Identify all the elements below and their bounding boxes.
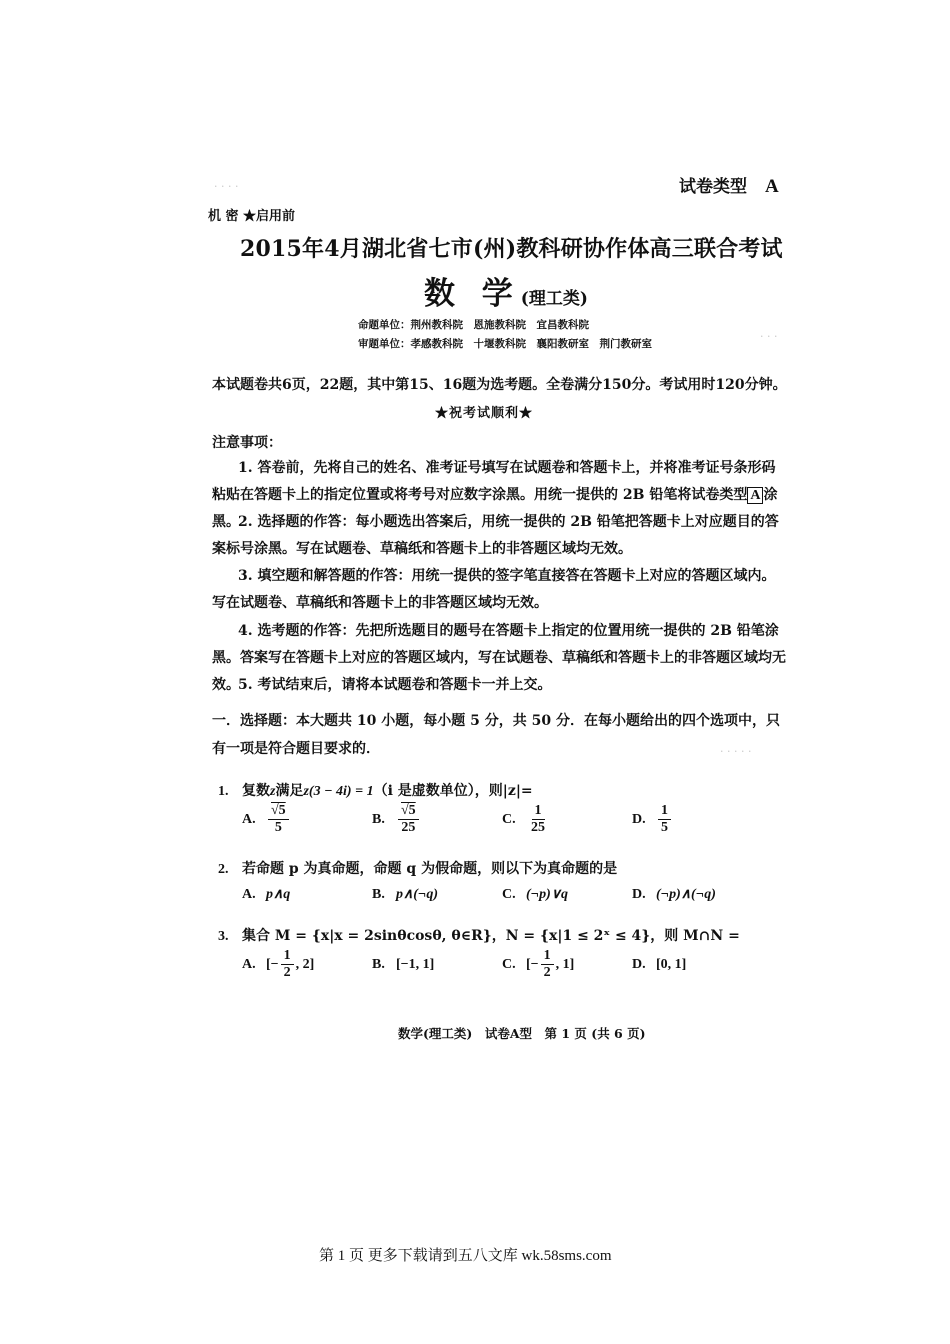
- option-pre: [−: [526, 956, 539, 972]
- fraction-numerator: 1: [658, 803, 671, 820]
- notice-item-3: [212, 563, 787, 617]
- option-label: A.: [242, 811, 256, 827]
- fraction-denominator: 25: [531, 820, 545, 835]
- question-2-options: [242, 886, 762, 903]
- good-luck-banner: ★祝考试顺利★: [435, 406, 534, 421]
- option-label: B.: [372, 956, 385, 972]
- confidential-mark: 机 密 ★启用前: [208, 209, 296, 224]
- paper-type-value: A: [765, 176, 779, 197]
- paper-type-box: A: [747, 487, 763, 504]
- option-c: [502, 803, 632, 836]
- question-1: [218, 780, 533, 800]
- option-a: [242, 948, 372, 981]
- option-post: , 2]: [295, 956, 315, 972]
- fraction-denominator: 25: [401, 820, 416, 835]
- notice-item-1-text: 1. 答卷前，先将自己的姓名、准考证号填写在试题卷和答题卡上，并将准考证号条形码粘贴在答题卡上的指定位置或将考号对应数字涂黑。用统一提供的 2B 铅笔将试卷类型: [212, 460, 776, 503]
- option-text: (¬p)∨q: [526, 887, 569, 902]
- question-3-number: 3.: [218, 929, 229, 944]
- option-post: , 1]: [555, 956, 575, 972]
- fraction-numerator: 1: [541, 948, 554, 965]
- fraction-numerator: √5: [398, 803, 419, 820]
- notice-item-2-text: 2. 选择题的作答：每小题选出答案后，用统一提供的 2B 铅笔把答题卡上对应题目的答案标号涂黑。写在试题卷、草稿纸和答题卡上的非答题区域均无效。: [212, 514, 779, 557]
- option-a: [242, 886, 372, 903]
- option-label: A.: [242, 886, 256, 902]
- option-d: [632, 803, 762, 836]
- option-b: [372, 886, 502, 903]
- question-1-number: 1.: [218, 784, 229, 799]
- fraction-numerator: √5: [268, 803, 289, 820]
- question-1-options: [242, 803, 762, 836]
- option-label: D.: [632, 811, 646, 827]
- option-d: [632, 957, 762, 973]
- option-c: [502, 886, 632, 903]
- fraction-denominator: 5: [274, 820, 282, 835]
- notice-heading: 注意事项：: [212, 435, 282, 451]
- question-1-mid: 满足: [275, 783, 304, 799]
- fraction-denominator: 2: [283, 965, 291, 980]
- question-2-text: 若命题 p 为真命题，命题 q 为假命题，则以下为真命题的是: [242, 861, 618, 877]
- notice-item-2: [212, 509, 787, 563]
- notice-item-5: [212, 672, 787, 699]
- exam-intro: 本试题卷共6页，22题，其中第15、16题为选考题。全卷满分150分。考试用时120分钟。: [212, 377, 787, 393]
- bleed-through-artifact: · · ·: [760, 330, 778, 343]
- question-3-options: [242, 948, 762, 981]
- option-label: D.: [632, 886, 646, 902]
- paper-type-label: 试卷类型: [679, 177, 747, 197]
- option-text: [0, 1]: [656, 956, 687, 972]
- question-1-expr: z(3 − 4i) = 1: [303, 784, 374, 799]
- option-label: D.: [632, 956, 646, 972]
- option-label: C.: [502, 886, 516, 902]
- option-d: [632, 886, 762, 903]
- option-c: [502, 948, 632, 981]
- question-2: [218, 858, 617, 878]
- option-pre: [−: [266, 956, 279, 972]
- option-text: [−1, 1]: [396, 956, 435, 972]
- question-2-number: 2.: [218, 862, 229, 877]
- option-label: C.: [502, 811, 516, 827]
- option-b: [372, 803, 502, 836]
- option-text: (¬p)∧(¬q): [656, 887, 716, 902]
- page-footer: 数学(理工类) 试卷A型 第 1 页 (共 6 页): [398, 1026, 646, 1041]
- bleed-through-artifact: · · · · ·: [720, 745, 752, 758]
- option-text: p∧q: [266, 887, 291, 902]
- subject-title: [424, 268, 588, 313]
- reviewer-units: 审题单位：孝感教科院 十堰教科院 襄阳教研室 荆门教研室: [358, 338, 652, 350]
- question-3-text: 集合 M = {x|x = 2sinθcosθ, θ∈R}，N = {x|1 ≤ 2ˣ ≤ 4}，则 M∩N =: [242, 928, 740, 944]
- fraction-numerator: 1: [532, 803, 545, 820]
- notice-item-5-text: 5. 考试结束后，请将本试题卷和答题卡一并上交。: [238, 677, 552, 693]
- notice-item-4-text: 4. 选考题的作答：先把所选题目的题号在答题卡上指定的位置用统一提供的 2B 铅笔涂黑。答案写在答题卡上对应的答题区域内，写在试题卷、草稿纸和答题卡上的非答题区域均无效。: [212, 623, 786, 693]
- fraction-denominator: 2: [543, 965, 551, 980]
- bleed-through-artifact: · · · ·: [214, 180, 239, 193]
- site-footer: 第 1 页 更多下载请到五八文库 wk.58sms.com: [319, 1248, 612, 1264]
- question-1-var: z: [270, 784, 276, 799]
- notice-item-3-text: 3. 填空题和解答题的作答：用统一提供的签字笔直接答在答题卡上对应的答题区域内。写在试题卷、草稿纸和答题卡上的非答题区域均无效。: [212, 568, 776, 611]
- proposer-units: 命题单位：荆州教科院 恩施教科院 宜昌教科院: [358, 319, 589, 331]
- subject-sub: (理工类): [520, 289, 588, 309]
- notice-item-1-tail: 涂黑。: [212, 487, 778, 530]
- question-3: [218, 925, 740, 945]
- option-a: [242, 803, 372, 836]
- paper-type: [679, 172, 779, 198]
- option-label: B.: [372, 811, 385, 827]
- question-1-pre: 复数: [242, 783, 270, 799]
- option-label: B.: [372, 886, 385, 902]
- option-b: [372, 957, 502, 973]
- fraction-numerator: 1: [281, 948, 294, 965]
- exam-title: 2015年4月湖北省七市(州)教科研协作体高三联合考试: [240, 236, 783, 262]
- option-label: A.: [242, 956, 256, 972]
- fraction-denominator: 5: [661, 820, 668, 835]
- question-1-paren: （i 是虚数单位），则|z|=: [373, 783, 533, 799]
- subject-main: 数 学: [424, 276, 521, 312]
- option-label: C.: [502, 956, 516, 972]
- section-1-heading: 一．选择题：本大题共 10 小题，每小题 5 分，共 50 分．在每小题给出的四个选项中，只有一项是符合题目要求的．: [212, 713, 780, 757]
- option-text: p∧(¬q): [396, 887, 439, 902]
